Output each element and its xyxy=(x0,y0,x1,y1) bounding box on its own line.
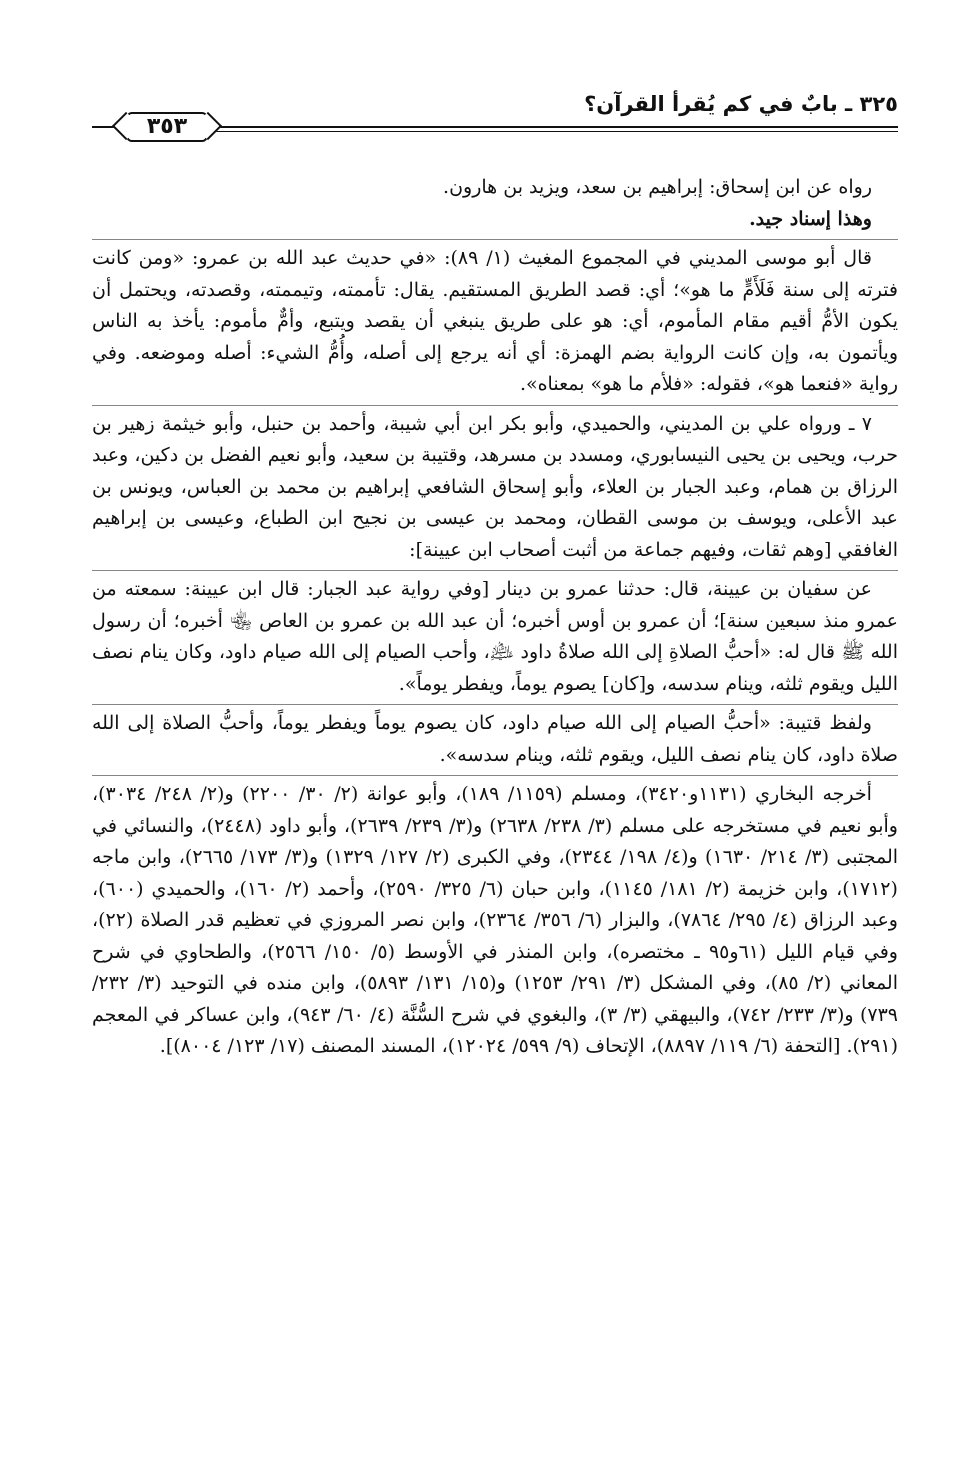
paragraph-narration: رواه عن ابن إسحاق: إبراهيم بن سعد، ويزيد بن هارون. xyxy=(443,176,872,198)
paragraph-grading: وهذا إسناد جيد. xyxy=(749,207,872,230)
chapter-title: ٣٢٥ ـ بابٌ في كم يُقرأ القرآن؟ xyxy=(584,92,898,116)
page-body xyxy=(92,172,898,1063)
paragraph-hadith-7-text: عن سفيان بن عيينة، قال: حدثنا عمرو بن دينار [وفي رواية عبد الجبار: قال ابن عيينة: سمعته من عمرو منذ سبعين سنة]؛ أن عمرو بن أوس أخبره؛ أن عبد الله بن عمرو بن العاص ﵄ أخبره؛ أن رسول الله ﷺ قال له: «أحبُّ الصلاةِ إلى الله صلاةُ داود ﵇، وأحب الصيام إلى الله صيام داود، وكان ينام نصف الليل ويقوم ثلثه، وينام سدسه، و[كان] يصوم يوماً، ويفطر يوماً». xyxy=(92,578,898,695)
divider xyxy=(92,570,898,571)
page-number: ٣٥٣ xyxy=(146,114,188,139)
page-number-badge xyxy=(122,110,212,144)
paragraph-qutaybah-wording: ولفظ قتيبة: «أحبُّ الصيام إلى الله صيام داود، كان يصوم يوماً ويفطر يوماً، وأحبُّ الصلاة إلى الله صلاة داود، كان ينام نصف الليل، ويقوم ثلثه، وينام سدسه». xyxy=(92,712,898,766)
page-header xyxy=(92,70,898,170)
header-rule-thin xyxy=(200,131,898,132)
paragraph-takhrij: أخرجه البخاري (١١٣١و٣٤٢٠)، ومسلم (١١٥٩/ ١٨٩)، وأبو عوانة (٢/ ٣٠/ ٢٢٠٠) و(٢/ ٢٤٨/ ٣٠٣٤)، وأبو نعيم في مستخرجه على مسلم (٣/ ٢٣٨/ ٢٦٣٨) و(٣/ ٢٣٩/ ٢٦٣٩)، وأبو داود (٢٤٤٨)، والنسائي في المجتبى (٣/ ٢١٤/ ١٦٣٠) و(٤/ ١٩٨/ ٢٣٤٤)، وفي الكبرى (٢/ ١٢٧/ ١٣٢٩) و(٣/ ١٧٣/ ٢٦٦٥)، وابن ماجه (١٧١٢)، وابن خزيمة (٢/ ١٨١/ ١١٤٥)، وابن حبان (٦/ ٣٢٥/ ٢٥٩٠)، وأحمد (٢/ ١٦٠)، والحميدي (٦٠٠)، وعبد الرزاق (٤/ ٢٩٥/ ٧٨٦٤)، والبزار (٦/ ٣٥٦/ ٢٣٦٤)، وابن نصر المروزي في تعظيم قدر الصلاة (٢٢)، وفي قيام الليل (٦١و٩٥ ـ مختصره)، وابن المنذر في الأوسط (٥/ ١٥٠/ ٢٥٦٦)، والطحاوي في شرح المعاني (٢/ ٨٥)، وفي المشكل (٣/ ٢٩١/ ١٢٥٣) و(١٥/ ١٣١/ ٥٨٩٣)، وابن منده في التوحيد (٣/ ٢٣٢/ ٧٣٩) و(٣/ ٢٣٣/ ٧٤٢)، والبيهقي (٣/ ٣)، والبغوي في شرح السُّنَّة (٤/ ٦٠/ ٩٤٣)، وابن عساكر في المعجم (٢٩١). [التحفة (٦/ ١١٩/ ٨٨٩٧)، الإتحاف (٩/ ٥٩٩/ ١٢٠٢٤)، المسند المصنف (١٧/ ١٢٣/ ٨٠٠٤)]. xyxy=(92,783,899,1057)
divider xyxy=(92,239,898,240)
divider xyxy=(92,704,898,705)
paragraph-hadith-7-chain: ٧ ـ ورواه علي بن المديني، والحميدي، وأبو بكر ابن أبي شيبة، وأحمد بن حنبل، وأبو خيثمة زهير بن حرب، ويحيى بن يحيى النيسابوري، ومسدد بن مسرهد، وقتيبة بن سعيد، وأبو نعيم الفضل بن دكين، وعبد الرزاق بن همام، وعبد الجبار بن العلاء، وأبو إسحاق الشافعي إبراهيم بن محمد بن العباس، ويونس بن عبد الأعلى، ويوسف بن موسى القطان، ومحمد بن عيسى بن نجيح ابن الطباع، وعيسى بن إبراهيم الغافقي [وهم ثقات، وفيهم جماعة من أثبت أصحاب ابن عيينة]: xyxy=(92,412,898,561)
divider xyxy=(92,405,898,406)
book-page xyxy=(92,70,899,1057)
divider xyxy=(92,775,898,776)
paragraph-gharib: قال أبو موسى المديني في المجموع المغيث (١/ ٨٩): «في حديث عبد الله بن عمرو: «ومن كانت فترته إلى سنة فَلَأَمٍّ ما هو»؛ أي: قصد الطريق المستقيم. يقال: تأممته، وتيممته، وقصدته، ويحتمل أن يكون الأمُّ أقيم مقام المأموم، أي: هو على طريق ينبغي أن يقصد ويتبع، وأمٌّ مأموم: يأخذ به الناس ويأتمون به، وإن كانت الرواية بضم الهمزة: أي أنه يرجع إلى أصله، وأُمُّ الشيء: أصله وموضعه. وفي رواية «فنعما هو»، فقوله: «فلأم ما هو» بمعناه». xyxy=(92,247,898,395)
